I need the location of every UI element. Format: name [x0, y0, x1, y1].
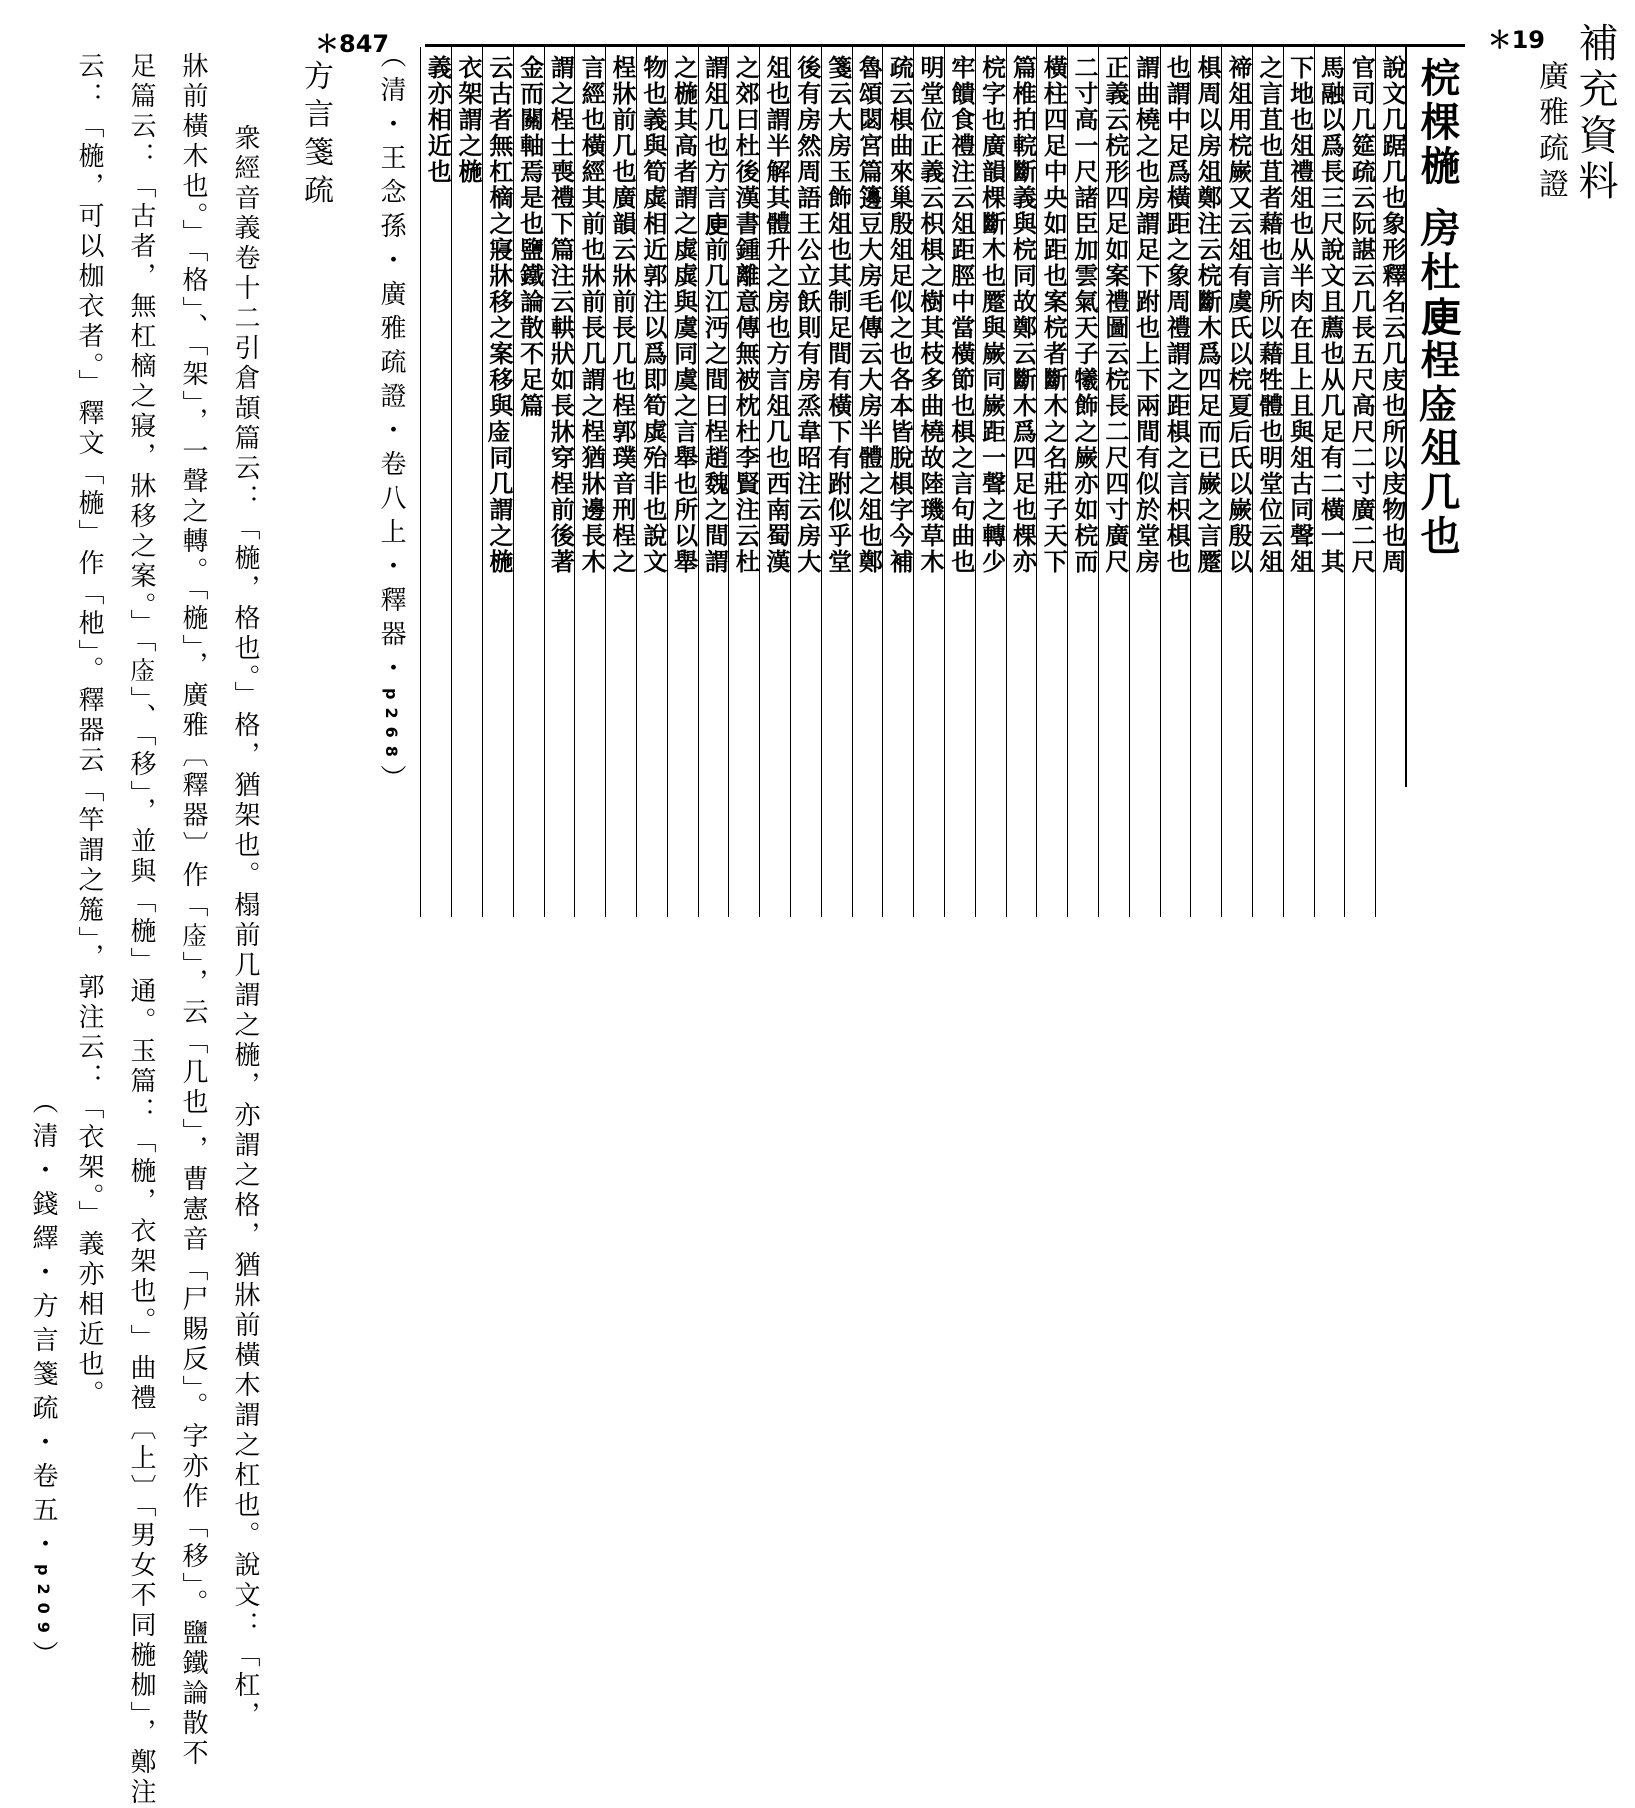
scan-column [944, 47, 976, 917]
scan-column-text: 桯牀前几也廣韻云牀前長几也桯郭璞音刑桯之 [608, 55, 637, 575]
page-title: 補充資料 [1572, 22, 1618, 206]
scan-column-text: 俎也謂半解其體升之房也方言俎几也西南蜀漢 [762, 55, 791, 575]
scan-column-text: 禘俎用梡嶡又云俎有虞氏以梡夏后氏以嶡殷以 [1224, 55, 1253, 575]
reference-number-847: ＊847 [315, 30, 390, 58]
scan-column-text: 正義云梡形四足如案禮圖云梡長二尺四寸廣尺 [1100, 55, 1130, 575]
scan-column-text: 之言苴也苴者藉也言所以藉牲體也明堂位云俎 [1254, 55, 1284, 575]
scan-column-text: 橫柱四足中央如距也案梡者斷木之名莊子天下 [1039, 55, 1069, 575]
scan-column-text: 衣架謂之椸 [454, 55, 483, 185]
scan-column [913, 47, 945, 917]
scan-column [975, 47, 1007, 917]
scan-column [1160, 47, 1192, 917]
reference-number-19: ＊19 [1487, 26, 1545, 54]
body-line-4: 云：「椸，可以枷衣者。」釋文「椸」作「杝」。釋器云「竿謂之箷」，郭注云：「衣架。」義亦相近也。 [74, 52, 104, 1410]
scan-column [1067, 47, 1099, 917]
scan-column [420, 47, 452, 917]
scan-column [1252, 47, 1284, 917]
scan-column-text: 箋云大房玉飾俎也其制足間有橫下有跗似乎堂 [823, 55, 853, 575]
citation-close: ） [28, 1640, 58, 1675]
scan-column-text: 椇周以房俎鄭注云梡斷木爲四足而已嶡之言蹷 [1193, 55, 1223, 575]
scan-column-text: 篇椎拍輐斷義與梡同故鄭云斷木爲四足也棵亦 [1008, 55, 1038, 575]
scan-column-text: 官司几筵疏云阮諶云几長五尺高尺二寸廣二尺 [1347, 55, 1377, 575]
scan-column-text: 馬融以爲長三尺說文且薦也从几足有二橫一其 [1316, 55, 1346, 575]
scan-column-text: 金而關軸焉是也鹽鐵論散不足篇 [515, 55, 545, 419]
scan-column [544, 47, 576, 917]
page-subtitle: 廣雅疏證 [1533, 60, 1568, 204]
scan-column [821, 47, 853, 917]
scan-column-text: 魯頌閟宮篇籩豆大房毛傳云大房半體之俎也鄭 [854, 55, 884, 575]
citation-fangyan [30, 1088, 56, 1675]
scan-column-text: 二寸高一尺諸臣加雲氣天子犧飾之嶡亦如梡而 [1070, 55, 1099, 575]
scan-column-text: 之椸其高者謂之虡虡與虞同虞之言舉也所以舉 [669, 55, 699, 575]
scan-title: 梡棵椸 房杜𢈔桯𢉅俎几也 [1414, 57, 1461, 559]
citation-text: （清・錢繹・方言箋疏・卷五・ [28, 1088, 58, 1564]
citation-guangya [378, 42, 404, 799]
scan-column [1375, 47, 1407, 917]
scan-column [482, 47, 514, 917]
scan-column-text: 謂之桯士喪禮下篇注云輁狀如長牀穿桯前後著 [546, 55, 576, 575]
scan-column-text: 謂俎几也方言𢈔前几江沔之間曰桯趙魏之間謂 [700, 55, 730, 575]
scan-column-text: 梡字也廣韻棵斷木也蹷與嶡同嶡距一聲之轉少 [977, 55, 1007, 575]
scan-column [1098, 47, 1130, 917]
scan-column-text: 言經也橫經其前也牀前長几謂之桯猶牀邊長木 [577, 55, 607, 575]
scan-column [636, 47, 668, 917]
scan-column [1314, 47, 1346, 917]
body-line-2: 牀前橫木也。」「格」、「架」，一聲之轉。「椸」，廣雅〔釋器〕作「𢉅」，云「几也」，曹憲音「尸賜反」。字亦作「移」。鹽鐵論散不 [178, 52, 208, 1769]
scan-column [698, 47, 730, 917]
scan-column-text: 後有房然周語王公立飫則有房烝韋昭注云房大 [792, 55, 822, 575]
scan-column [1190, 47, 1222, 917]
scan-column [1129, 47, 1161, 917]
citation-page: p209 [34, 1564, 53, 1641]
scan-column-text: 之郊曰杜後漢書鍾離意傳無被枕杜李賢注云杜 [731, 55, 761, 575]
scan-column [605, 47, 637, 917]
scan-column-text: 也謂中足爲橫距之象周禮謂之距椇之言枳椇也 [1162, 55, 1192, 575]
scan-column [451, 47, 483, 917]
scan-title-column [1405, 47, 1465, 787]
body-line-3: 足篇云：「古者，無杠樀之寢，牀移之案。」「𢉅」、「移」，並與「椸」通。玉篇：「椸，衣架也。」曲禮〔上〕「男女不同椸枷」，鄭注 [126, 52, 156, 1808]
scan-column-text: 明堂位正義云枳椇之樹其枝多曲橈故陸璣草木 [916, 55, 945, 575]
scan-column [759, 47, 791, 917]
body-line-1: 衆經音義卷十二引倉頡篇云：「椸，格也。」格，猶架也。榻前几謂之椸，亦謂之格，猶牀前橫木謂之杠也。說文：「杠， [230, 124, 260, 1731]
scanned-text-block [425, 44, 1465, 927]
scan-column [852, 47, 884, 917]
scan-column [1036, 47, 1068, 917]
scan-column-text: 云古者無杠樀之寢牀移之案移與𢉅同几謂之椸 [484, 55, 514, 575]
scan-column-text: 謂曲橈之也房謂足下跗也上下兩間有似於堂房 [1131, 55, 1161, 575]
citation-text: （清・王念孫・廣雅疏證・卷八上・釋器・ [376, 42, 406, 688]
citation-page: p268 [382, 688, 401, 765]
scan-column [574, 47, 606, 917]
scan-column-text: 牢饋食禮注云俎距脛中當橫節也椇之言句曲也 [946, 55, 976, 575]
scan-column [513, 47, 545, 917]
scan-column-text: 疏云椇曲來巢殷俎足似之也各本皆脫椇字今補 [885, 55, 915, 575]
scan-column-text: 下地也俎禮俎也从半肉在且上且與俎古同聲俎 [1285, 55, 1315, 575]
scan-column-text: 物也義與筍虡相近郭注以爲即筍虡殆非也說文 [638, 55, 668, 575]
citation-close: ） [376, 764, 406, 799]
section-title: 方言箋疏 [298, 60, 333, 212]
scan-column [1344, 47, 1376, 917]
scan-column [1283, 47, 1315, 917]
scan-column [1221, 47, 1253, 917]
scan-column [667, 47, 699, 917]
scan-column-text: 說文几踞几也象形釋名云几庋也所以庋物也周 [1378, 55, 1407, 575]
scan-column [1006, 47, 1038, 917]
scan-column-text: 義亦相近也 [423, 55, 453, 185]
scan-column [882, 47, 914, 917]
scan-column [728, 47, 760, 917]
scan-column [790, 47, 822, 917]
